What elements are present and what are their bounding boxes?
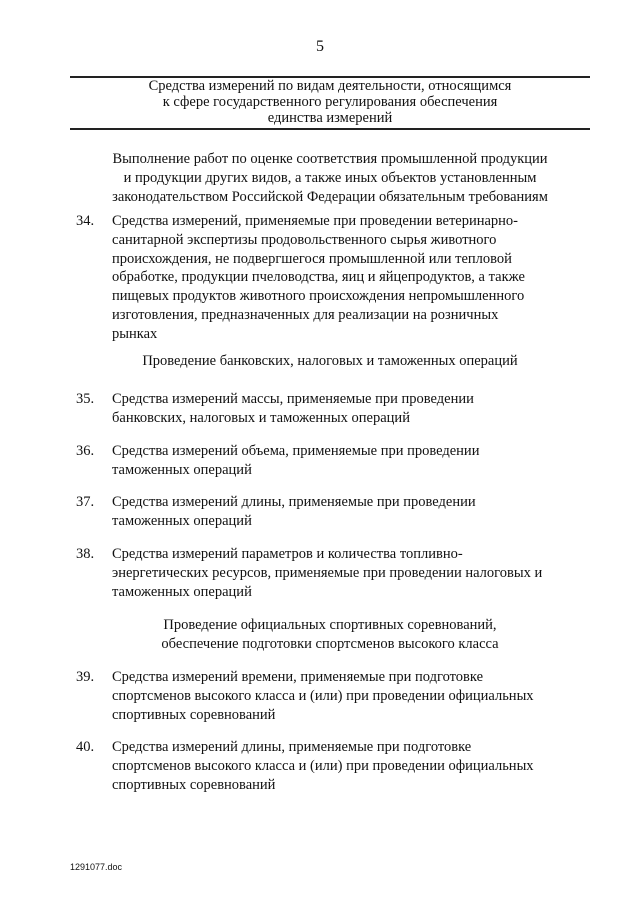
section-heading-line: обеспечение подготовки спортсменов высокого класса bbox=[161, 636, 499, 652]
section-heading-banking bbox=[70, 352, 590, 371]
header-line: Средства измерений по видам деятельности, относящимся bbox=[148, 78, 512, 94]
section-heading-sports bbox=[70, 616, 590, 654]
item-number: 36. bbox=[76, 443, 95, 459]
list-item-40 bbox=[70, 738, 580, 794]
item-text bbox=[112, 493, 567, 531]
item-text bbox=[112, 738, 567, 794]
item-line: рынках bbox=[112, 325, 158, 342]
item-number: 35. bbox=[76, 391, 95, 407]
section-heading-line: Проведение официальных спортивных соревнований, bbox=[163, 617, 497, 633]
item-number: 39. bbox=[76, 669, 95, 685]
item-line: спортсменов высокого класса и (или) при проведении официальных bbox=[112, 687, 534, 704]
section-heading-line: и продукции других видов, а также иных объектов установленным bbox=[123, 170, 537, 186]
list-item-37 bbox=[70, 493, 580, 531]
item-line: изготовления, предназначенных для реализации на розничных bbox=[112, 306, 499, 323]
list-item-36 bbox=[70, 442, 580, 480]
header-line: к сфере государственного регулирования обеспечения bbox=[162, 94, 498, 110]
item-number: 40. bbox=[76, 739, 95, 755]
item-text bbox=[112, 668, 567, 724]
item-line: Средства измерений, применяемые при проведении ветеринарно- bbox=[112, 213, 519, 229]
item-line: санитарной экспертизы продовольственного сырья животного bbox=[112, 231, 497, 248]
document-id: 1291077.doc bbox=[70, 862, 123, 872]
page-number: 5 bbox=[316, 38, 324, 55]
list-item-39 bbox=[70, 668, 580, 724]
item-text bbox=[112, 390, 567, 428]
section-heading-line: Выполнение работ по оценке соответствия промышленной продукции bbox=[112, 151, 548, 167]
section-heading-line: Проведение банковских, налоговых и таможенных операций bbox=[142, 353, 518, 369]
item-text bbox=[112, 442, 567, 480]
item-line: обработке, продукции пчеловодства, яиц и яйцепродуктов, а также bbox=[112, 269, 525, 286]
item-line: таможенных операций bbox=[112, 583, 252, 600]
section-heading-conformity bbox=[70, 150, 590, 207]
header-bottom-rule bbox=[70, 128, 590, 130]
section-heading-line: законодательством Российской Федерации обязательным требованиям bbox=[112, 189, 548, 205]
item-line: происхождения, не подвергшегося промышленной или тепловой bbox=[112, 250, 512, 267]
item-line: таможенных операций bbox=[112, 512, 252, 529]
list-item-35 bbox=[70, 390, 580, 428]
item-line: спортивных соревнований bbox=[112, 706, 276, 723]
item-line: Средства измерений длины, применяемые при проведении bbox=[112, 494, 476, 510]
item-line: таможенных операций bbox=[112, 461, 252, 478]
list-item-38 bbox=[70, 545, 580, 601]
list-item-34 bbox=[70, 212, 580, 344]
item-number: 38. bbox=[76, 546, 95, 562]
item-line: спортсменов высокого класса и (или) при проведении официальных bbox=[112, 757, 534, 774]
item-number: 37. bbox=[76, 494, 95, 510]
header-line: единства измерений bbox=[267, 110, 393, 126]
item-line: энергетических ресурсов, применяемые при проведении налоговых и bbox=[112, 564, 543, 581]
item-line: Средства измерений массы, применяемые при проведении bbox=[112, 391, 474, 407]
item-line: Средства измерений объема, применяемые при проведении bbox=[112, 443, 480, 459]
item-text bbox=[112, 212, 567, 344]
item-line: Средства измерений времени, применяемые при подготовке bbox=[112, 669, 484, 685]
item-line: Средства измерений параметров и количества топливно- bbox=[112, 546, 463, 562]
item-number: 34. bbox=[76, 213, 95, 229]
item-text bbox=[112, 545, 567, 601]
item-line: пищевых продуктов животного происхождения непромышленного bbox=[112, 288, 525, 305]
item-line: Средства измерений длины, применяемые при подготовке bbox=[112, 739, 472, 755]
item-line: банковских, налоговых и таможенных операций bbox=[112, 409, 410, 426]
header-title bbox=[100, 78, 560, 126]
item-line: спортивных соревнований bbox=[112, 776, 276, 793]
